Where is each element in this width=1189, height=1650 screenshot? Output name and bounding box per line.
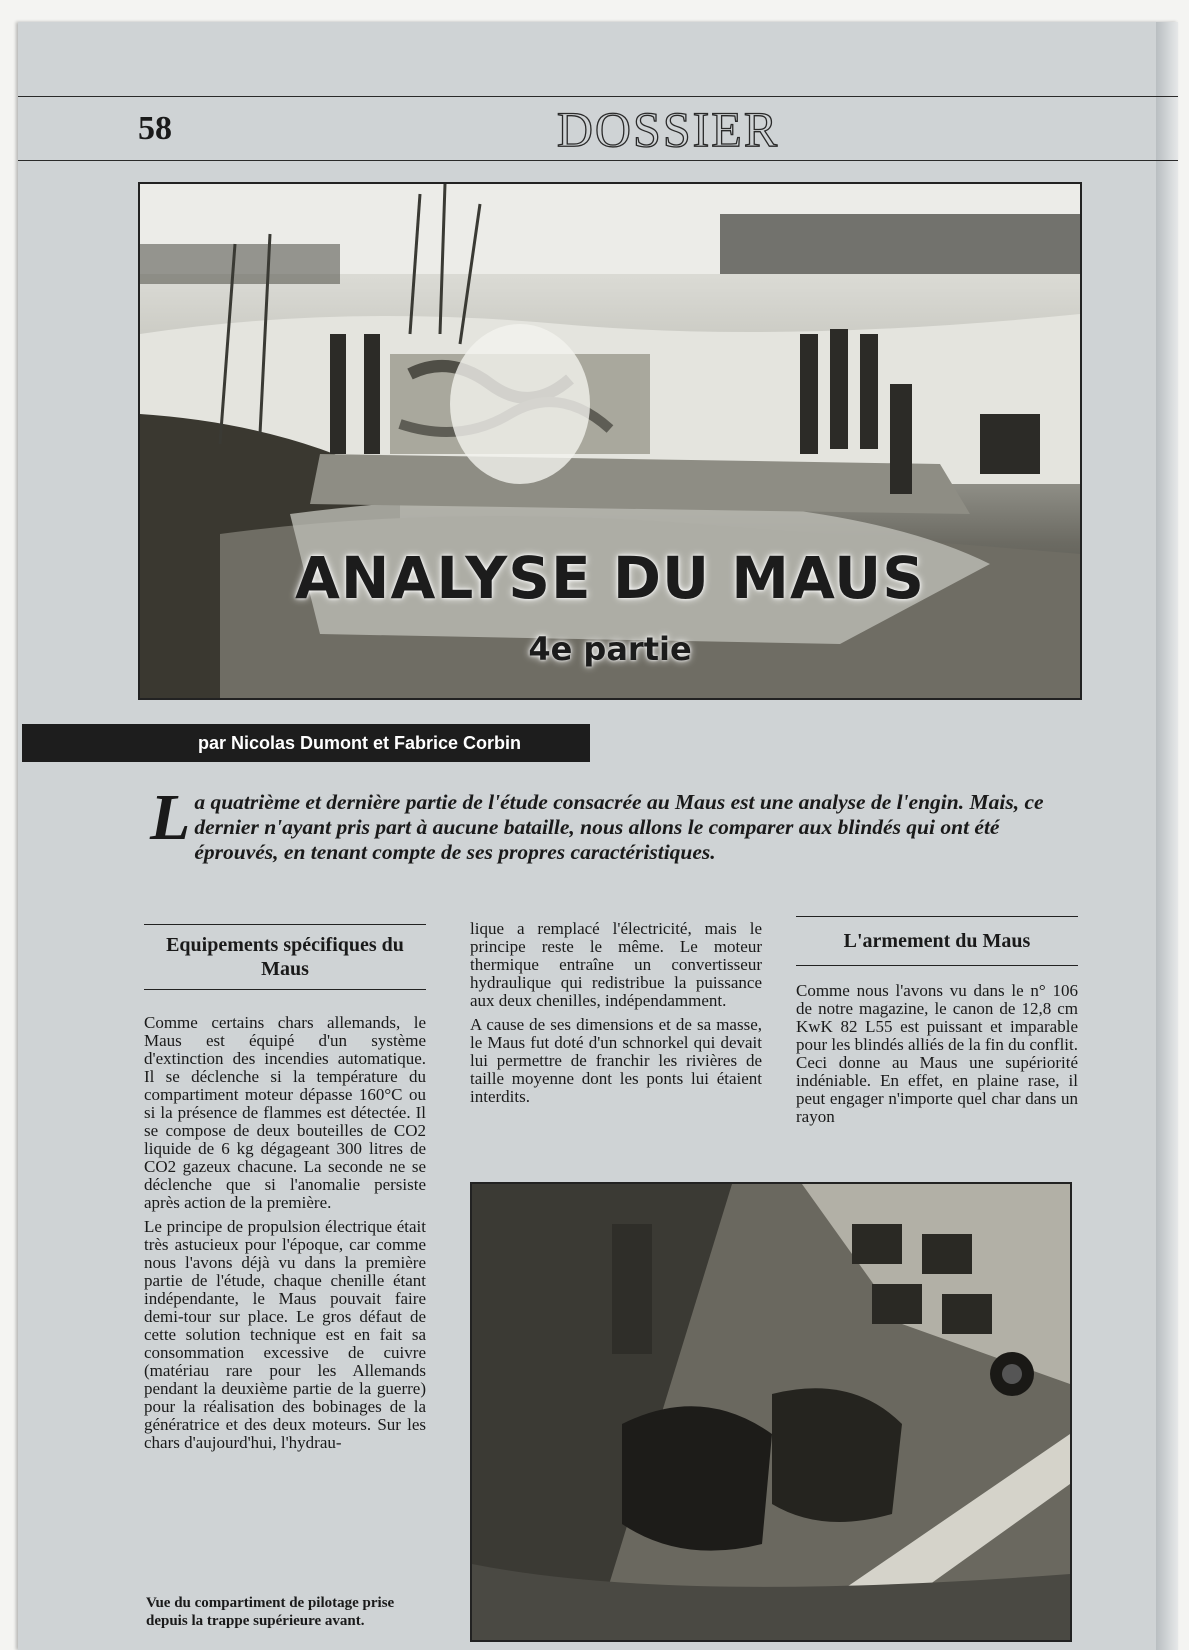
header-rule-top [18, 96, 1178, 97]
hero-photo-illustration [140, 184, 1080, 698]
col3-paragraph-1: Comme nous l'avons vu dans le n° 106 de notre magazine, le canon de 12,8 cm KwK 82 L55 est puissant et imparable pour les blindés alliés de la fin du conflit. Ceci donne au Maus une supériorité indéniable. En effet, en plaine rase, il peut engager n'importe quel char dans un rayon [796, 981, 1078, 1126]
article-title: ANALYSE DU MAUS [295, 544, 925, 612]
intro-dropcap: L [150, 781, 191, 854]
interior-photo [470, 1182, 1072, 1642]
page-edge [1156, 22, 1178, 1650]
col1-paragraph-2: Le principe de propulsion électrique était très astucieux pour l'époque, car comme nous l'avons déjà vu dans la première partie de l'étude, chaque chenille étant indépendante, le Maus pouvait faire demi-tour sur place. Le gros défaut de cette solution technique est en fait sa consommation excessive de cuivre (matériau rare pour les Allemands pendant la deuxième partie de la guerre) pour la réalisation des bobinages de la génératrice et des deux moteurs. Sur les chars d'aujourd'hui, l'hydrau- [144, 1217, 426, 1452]
col2-paragraph-1: lique a remplacé l'électricité, mais le principe reste le même. Le moteur thermique entraîne un convertisseur hydraulique qui redistribue la puissance aux deux chenilles, indépendamment. [470, 919, 762, 1010]
col1-paragraph-1: Comme certains chars allemands, le Maus est équipé d'un système d'extinction des incendies automatique. Il se déclenche si la température du compartiment moteur dépasse 160°C ou si la présence de flammes est détectée. Il se compose de deux bouteilles de CO2 liquide de 6 kg dégageant 300 litres de CO2 gazeux chacune. La seconde ne se déclenche que si l'anomalie persiste après action de la première. [144, 1013, 426, 1212]
interior-photo-illustration [472, 1184, 1070, 1640]
column-2 [470, 920, 762, 1112]
column-1 [144, 1014, 426, 1458]
article-intro [150, 781, 1080, 865]
magazine-page [18, 22, 1178, 1650]
intro-text: a quatrième et dernière partie de l'étude consacrée au Maus est une analyse de l'engin. Mais, ce dernier n'ayant pris part à aucune bataille, nous allons le comparer aux blindés qui ont été éprouvés, en tenant compte de ses propres caractéristiques. [194, 790, 1044, 864]
col3-heading: L'armement du Maus [796, 916, 1078, 966]
hero-photo [138, 182, 1082, 700]
section-title: DOSSIER [556, 101, 780, 157]
header-rule-bottom [18, 160, 1178, 161]
column-3 [796, 982, 1078, 1132]
col1-heading: Equipements spécifiques du Maus [144, 924, 426, 990]
byline: par Nicolas Dumont et Fabrice Corbin [22, 724, 590, 762]
article-subtitle: 4e partie [528, 630, 692, 668]
col2-paragraph-2: A cause de ses dimensions et de sa masse, le Maus fut doté d'un schnorkel qui devait lui permettre de franchir les rivières de taille moyenne dont les ponts lui étaient interdits. [470, 1015, 762, 1106]
photo-caption: Vue du compartiment de pilotage prise depuis la trappe supérieure avant. [146, 1595, 395, 1629]
page-number: 58 [138, 110, 172, 147]
